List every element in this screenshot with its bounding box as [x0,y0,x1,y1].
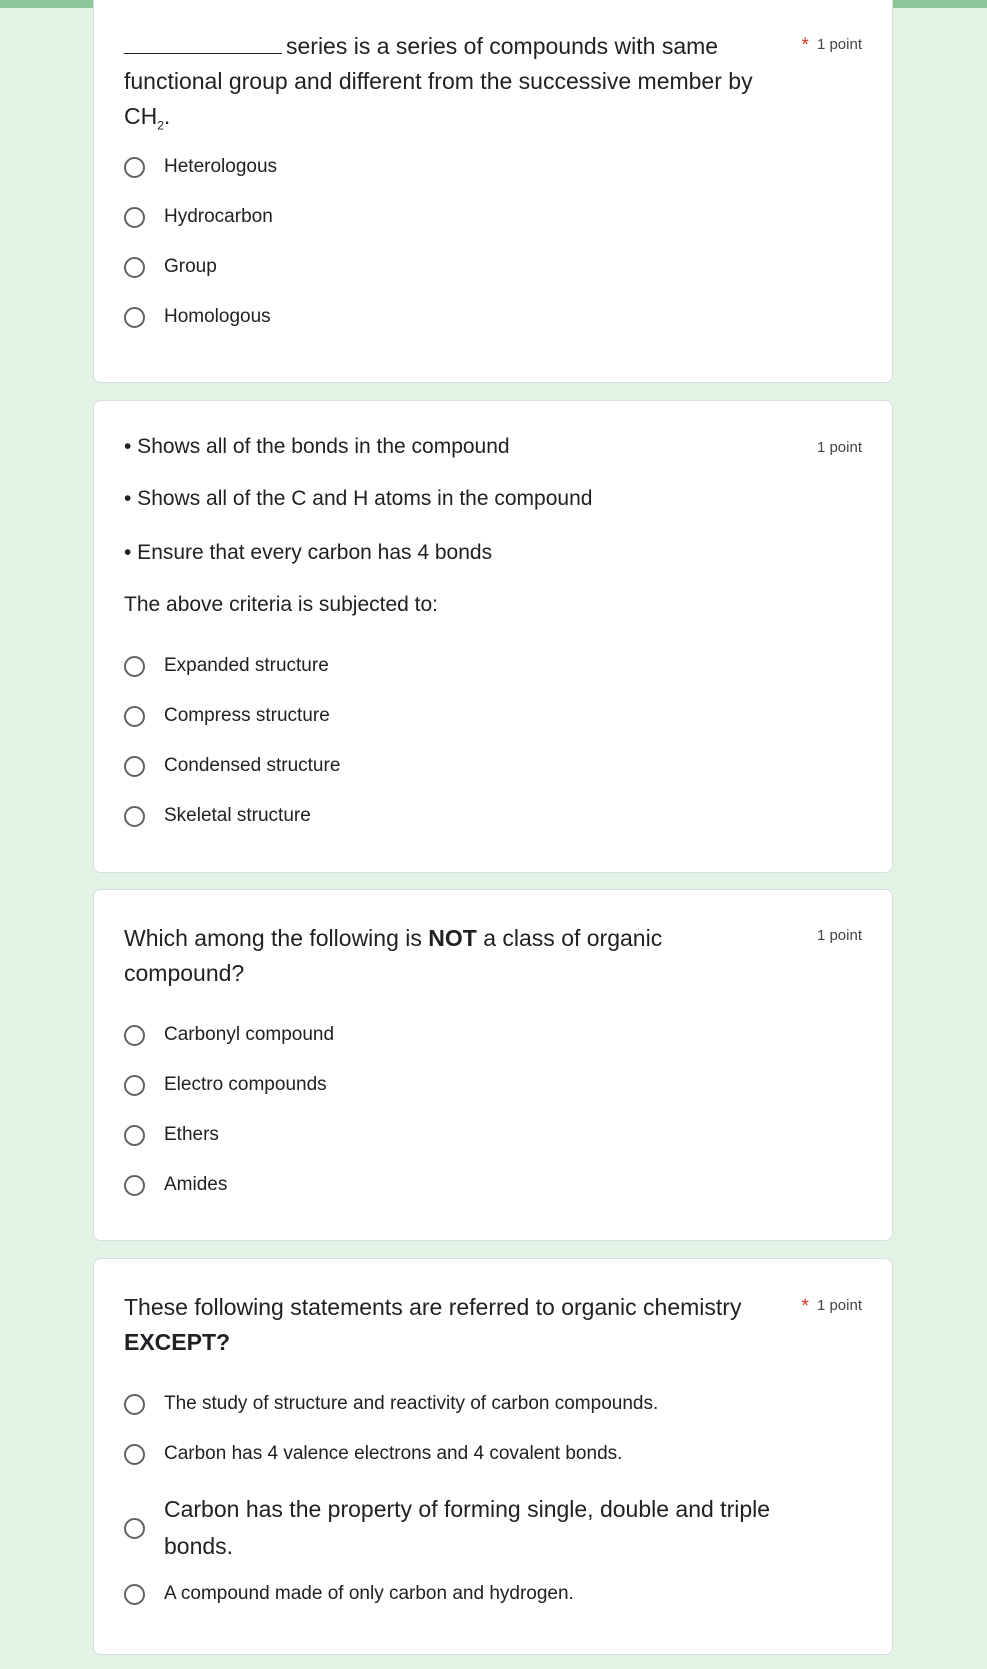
criteria-bullet-1: • Shows all of the bonds in the compound [124,435,510,458]
question-2-option-4[interactable] [124,805,311,827]
option-label: Carbon has the property of forming single, double and triple bonds. [164,1496,771,1559]
required-asterisk: * [801,1296,809,1317]
option-label: Expanded structure [164,655,329,676]
radio-circle-icon[interactable] [124,1518,145,1539]
option-label: Amides [164,1174,228,1195]
radio-circle-icon[interactable] [124,1584,145,1605]
question-4-option-3[interactable] [124,1491,824,1565]
question-4-option-4[interactable] [124,1583,574,1605]
points-label: 1 point [816,36,862,53]
question-2-prompt: The above criteria is subjected to: [124,593,438,616]
radio-circle-icon[interactable] [124,1175,145,1196]
radio-circle-icon[interactable] [124,307,145,328]
question-3-text-start: Which among the following is [124,925,429,951]
question-4-text [124,1290,754,1360]
option-label: Group [164,256,217,277]
radio-circle-icon[interactable] [124,157,145,178]
question-3-points: 1 point [816,927,862,944]
option-label: Carbonyl compound [164,1024,335,1045]
radio-circle-icon[interactable] [124,1444,145,1465]
radio-circle-icon[interactable] [124,806,145,827]
option-label: Homologous [164,306,271,327]
question-3-emphasis: NOT [428,925,477,951]
question-card-4 [93,1258,893,1655]
question-card-1 [93,0,893,383]
radio-circle-icon[interactable] [124,1075,145,1096]
radio-circle-icon[interactable] [124,1394,145,1415]
question-1-option-3[interactable] [124,256,217,278]
radio-circle-icon[interactable] [124,257,145,278]
question-4-emphasis: EXCEPT? [124,1329,231,1355]
question-2-points: 1 point [816,439,862,456]
option-label: Skeletal structure [164,805,311,826]
question-card-2 [93,400,893,873]
question-3-option-2[interactable] [124,1074,327,1096]
option-label: Heterologous [164,156,278,177]
question-4-option-1[interactable] [124,1393,658,1415]
option-label: Condensed structure [164,755,341,776]
question-2-option-3[interactable] [124,755,340,777]
option-label: Compress structure [164,705,330,726]
question-2-option-2[interactable] [124,705,330,727]
radio-circle-icon[interactable] [124,1025,145,1046]
criteria-bullet-2: • Shows all of the C and H atoms in the compound [124,487,593,510]
radio-circle-icon[interactable] [124,656,145,677]
question-4-option-2[interactable] [124,1443,622,1465]
question-1-body: series is a series of compounds with same functional group and different from the successive member by CH [124,33,753,129]
question-1-suffix: . [163,103,171,129]
question-3-text [124,921,754,991]
radio-circle-icon[interactable] [124,207,145,228]
question-3-option-1[interactable] [124,1024,334,1046]
question-4-points [802,1296,862,1318]
radio-circle-icon[interactable] [124,1125,145,1146]
option-label: Ethers [164,1124,219,1145]
criteria-bullet-3: • Ensure that every carbon has 4 bonds [124,541,493,564]
question-2-option-1[interactable] [124,655,329,677]
question-3-option-4[interactable] [124,1174,227,1196]
option-label: A compound made of only carbon and hydrogen. [164,1583,574,1604]
option-label: Electro compounds [164,1074,327,1095]
question-3-option-3[interactable] [124,1124,219,1146]
question-4-text-start: These following statements are referred to organic chemistry [124,1294,742,1320]
question-1-text [124,29,754,144]
radio-circle-icon[interactable] [124,756,145,777]
option-label: Hydrocarbon [164,206,273,227]
question-card-3 [93,889,893,1241]
option-label: The study of structure and reactivity of carbon compounds. [164,1393,659,1414]
question-1-points [802,35,862,57]
question-3-text-end: a class of organic compound? [124,925,663,986]
question-1-blank [124,31,282,54]
question-1-subscript: 2 [157,118,164,133]
question-1-option-2[interactable] [124,206,273,228]
radio-circle-icon[interactable] [124,706,145,727]
required-asterisk: * [801,35,809,56]
question-1-option-1[interactable] [124,156,277,178]
option-label: Carbon has 4 valence electrons and 4 covalent bonds. [164,1443,623,1464]
question-1-option-4[interactable] [124,306,271,328]
points-label: 1 point [816,1297,862,1314]
